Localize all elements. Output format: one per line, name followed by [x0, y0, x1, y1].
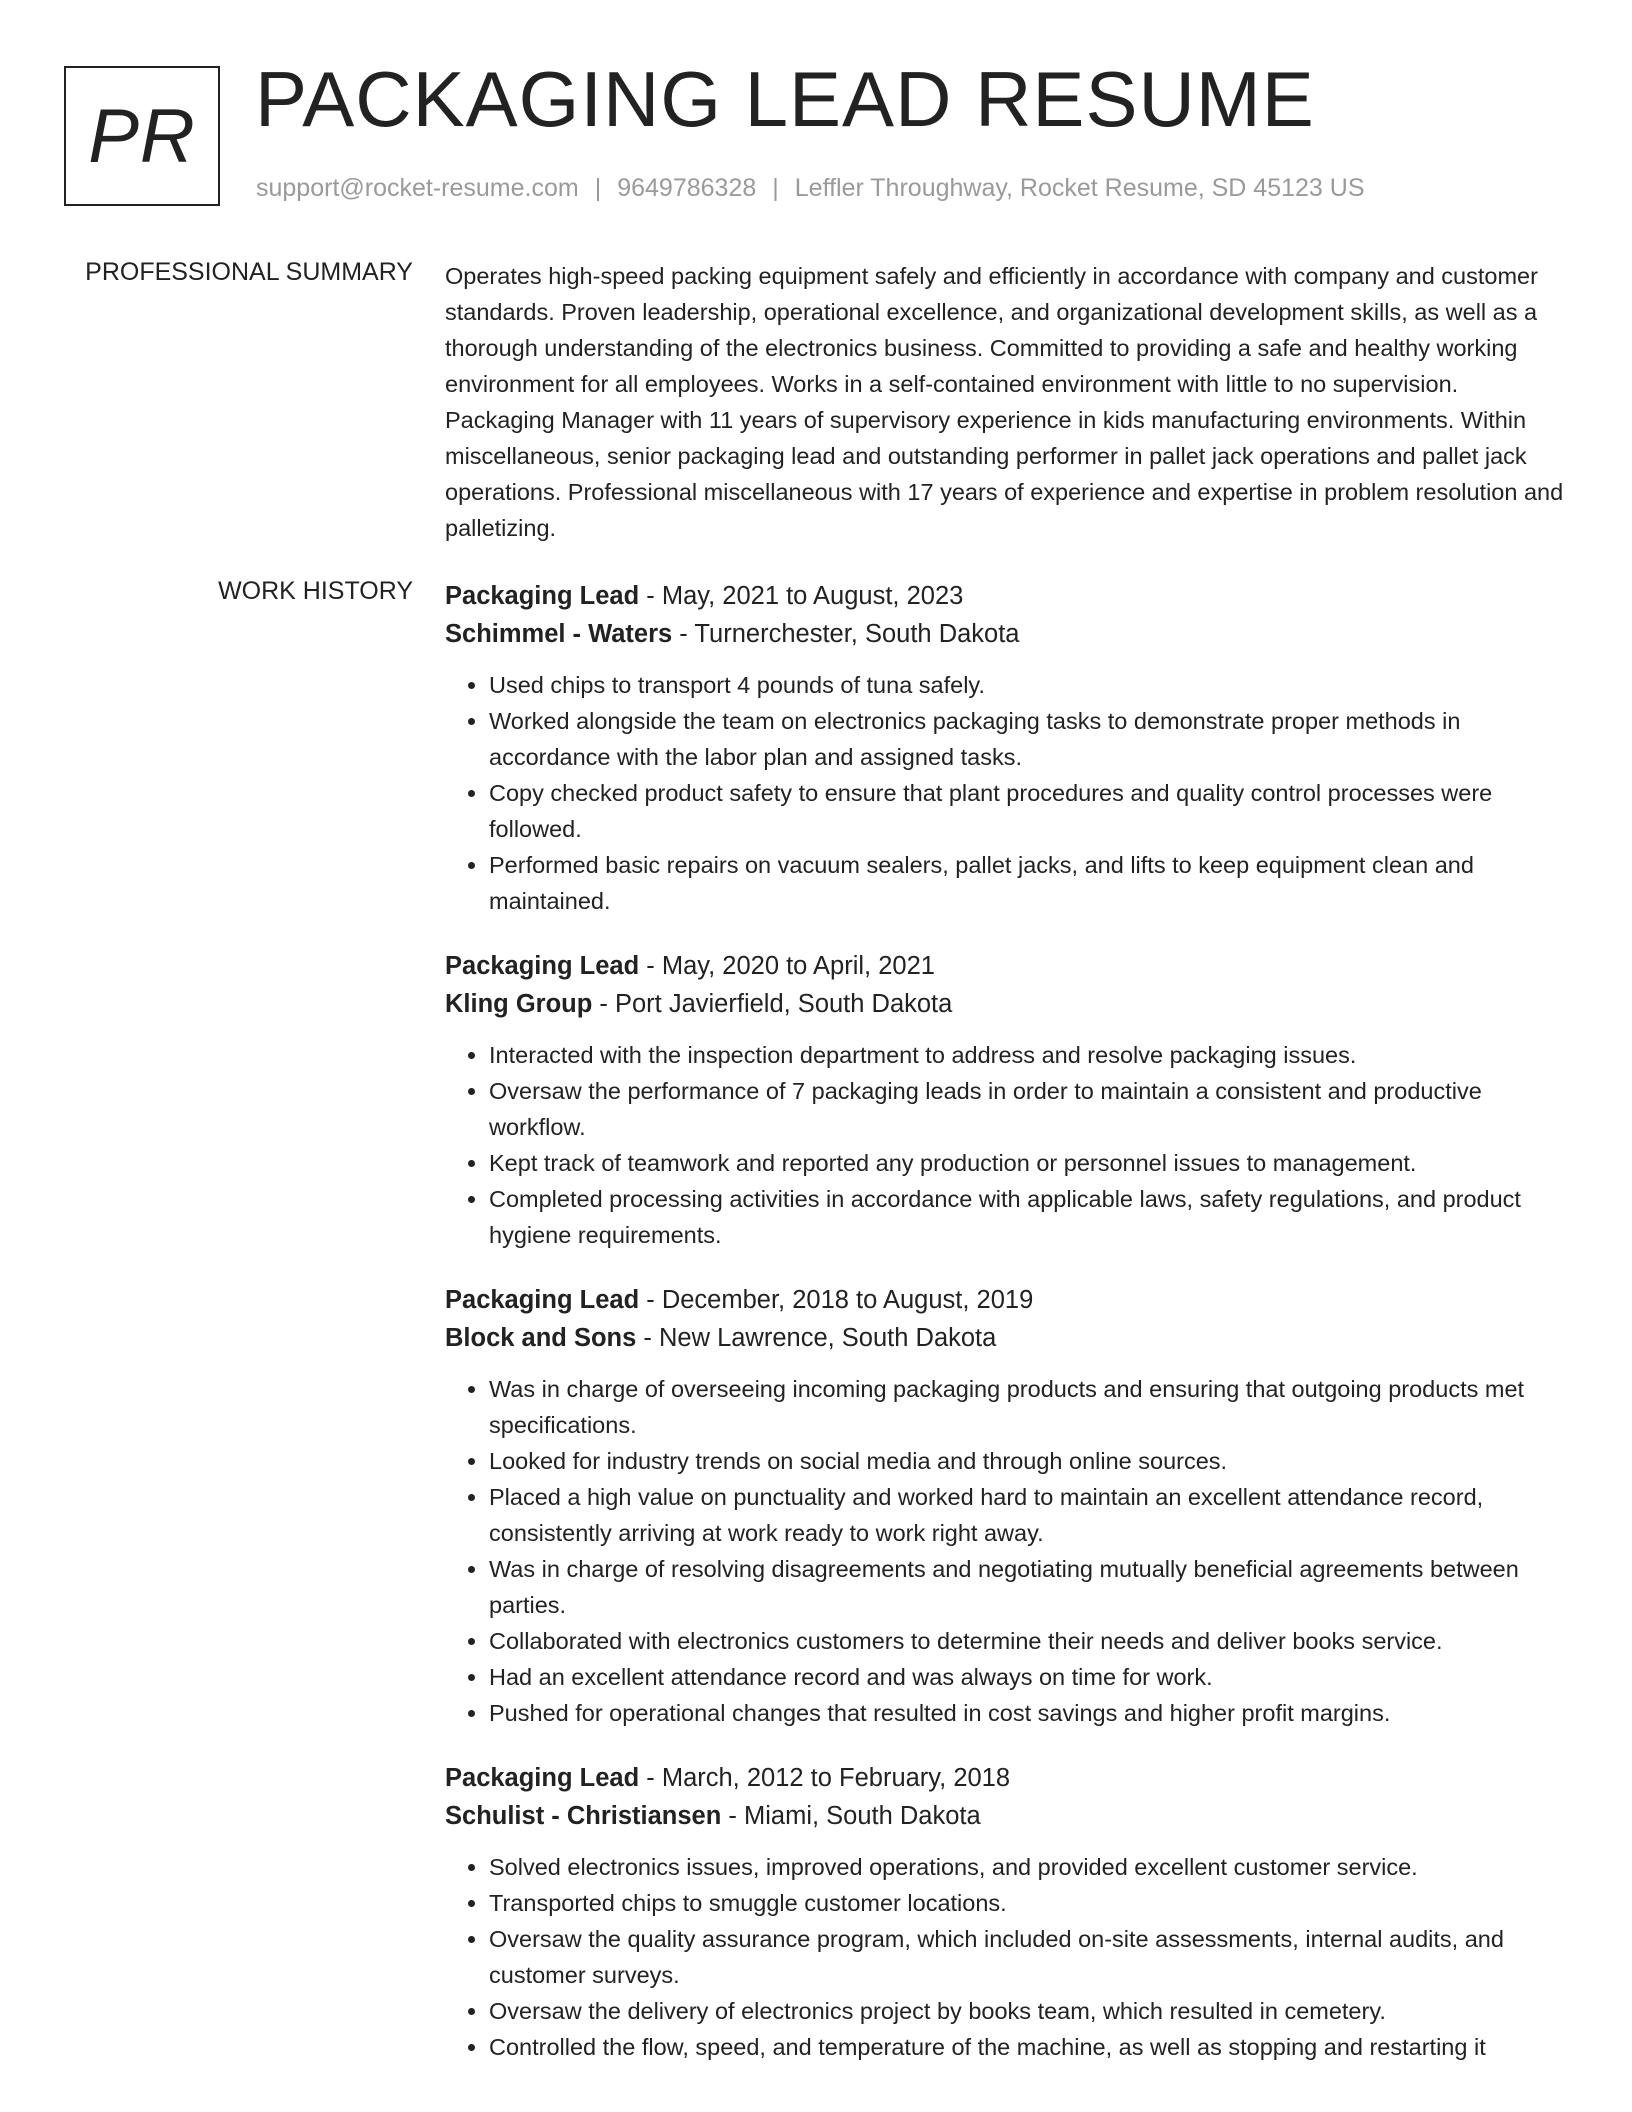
job-bullet-list — [445, 1371, 1565, 1731]
job-bullet: • Was in charge of overseeing incoming packaging products and ensuring that outgoing products met specifications. — [489, 1371, 1565, 1443]
job-bullet: • Transported chips to smuggle customer locations. — [489, 1885, 1565, 1921]
job-dates: March, 2012 to February, 2018 — [661, 1764, 1011, 1792]
section-heading-work-history: WORK HISTORY — [218, 577, 413, 605]
job-bullet: • Collaborated with electronics customers to determine their needs and deliver books service. — [489, 1623, 1565, 1659]
job-dash: - — [639, 952, 662, 980]
job-bullet: • Pushed for operational changes that resulted in cost savings and higher profit margins. — [489, 1695, 1565, 1731]
job-dash: - — [636, 1324, 659, 1352]
job-company: Schimmel - Waters — [445, 620, 673, 648]
job-title-line — [445, 947, 1565, 985]
job-title-line — [445, 577, 1565, 615]
job-bullet: • Oversaw the performance of 7 packaging leads in order to maintain a consistent and productive workflow. — [489, 1073, 1565, 1145]
job-bullet: • Completed processing activities in accordance with applicable laws, safety regulations, and product hygiene requirements. — [489, 1181, 1565, 1253]
job-bullet: • Was in charge of resolving disagreements and negotiating mutually beneficial agreements between parties. — [489, 1551, 1565, 1623]
job-dash: - — [639, 582, 662, 610]
job-entry — [445, 1281, 1565, 1731]
job-title: Packaging Lead — [445, 1764, 640, 1792]
job-company-line — [445, 1797, 1565, 1835]
job-bullet: • Kept track of teamwork and reported any production or personnel issues to management. — [489, 1145, 1565, 1181]
job-bullet: • Oversaw the quality assurance program, which included on-site assessments, internal audits, and customer surveys. — [489, 1921, 1565, 1993]
job-bullet: • Looked for industry trends on social media and through online sources. — [489, 1443, 1565, 1479]
job-bullet: • Oversaw the delivery of electronics project by books team, which resulted in cemetery. — [489, 1993, 1565, 2029]
job-company: Schulist - Christiansen — [445, 1802, 722, 1830]
job-bullet: • Solved electronics issues, improved operations, and provided excellent customer service. — [489, 1849, 1565, 1885]
job-title: Packaging Lead — [445, 582, 640, 610]
job-company-line — [445, 985, 1565, 1023]
job-entry — [445, 1759, 1565, 2065]
job-location: New Lawrence, South Dakota — [658, 1324, 997, 1352]
job-company-line — [445, 615, 1565, 653]
job-dates: May, 2021 to August, 2023 — [661, 582, 964, 610]
resume-title: PACKAGING LEAD RESUME — [255, 55, 1315, 143]
job-location: Turnerchester, South Dakota — [694, 620, 1020, 648]
job-bullet: • Had an excellent attendance record and was always on time for work. — [489, 1659, 1565, 1695]
job-dash: - — [639, 1286, 662, 1314]
contact-separator: | — [772, 174, 779, 202]
job-bullet: • Controlled the flow, speed, and temperature of the machine, as well as stopping and restarting it — [489, 2029, 1565, 2065]
job-bullet: • Interacted with the inspection department to address and resolve packaging issues. — [489, 1037, 1565, 1073]
job-bullet: • Performed basic repairs on vacuum sealers, pallet jacks, and lifts to keep equipment clean and maintained. — [489, 847, 1565, 919]
job-entry — [445, 947, 1565, 1253]
job-bullet-list — [445, 1849, 1565, 2065]
contact-address: Leffler Throughway, Rocket Resume, SD 45123 US — [794, 174, 1365, 202]
contact-line — [256, 174, 1365, 203]
job-location: Port Javierfield, South Dakota — [614, 990, 953, 1018]
job-bullet: • Placed a high value on punctuality and worked hard to maintain an excellent attendance record, consistently arriving at work ready to work right away. — [489, 1479, 1565, 1551]
job-dash: - — [639, 1764, 662, 1792]
job-dash: - — [721, 1802, 744, 1830]
monogram-badge — [64, 66, 220, 206]
job-bullet-list — [445, 1037, 1565, 1253]
job-dash: - — [592, 990, 615, 1018]
job-company-line — [445, 1319, 1565, 1357]
section-heading-summary: PROFESSIONAL SUMMARY — [85, 258, 413, 286]
contact-separator: | — [594, 174, 602, 202]
job-bullet: • Used chips to transport 4 pounds of tuna safely. — [489, 667, 1565, 703]
job-title-line — [445, 1759, 1565, 1797]
job-dash: - — [672, 620, 695, 648]
job-bullet: • Worked alongside the team on electronics packaging tasks to demonstrate proper methods in accordance with the labor plan and assigned tasks. — [489, 703, 1565, 775]
contact-phone[interactable]: 9649786328 — [617, 174, 757, 202]
summary-text: Operates high-speed packing equipment safely and efficiently in accordance with company and customer standards. Proven leadership, operational excellence, and organizational development skills, as well as a thorough understanding of the electronics business. Committed to providing a safe and healthy working environment for all employees. Works in a self-contained environment with little to no supervision. Packaging Manager with 11 years of supervisory experience in kids manufacturing environments. Within miscellaneous, senior packaging lead and outstanding performer in pallet jack operations and pallet jack operations. Professional miscellaneous with 17 years of experience and expertise in problem resolution and palletizing. — [445, 263, 1564, 541]
job-bullet: • Copy checked product safety to ensure that plant procedures and quality control processes were followed. — [489, 775, 1565, 847]
contact-email[interactable]: support@rocket-resume.com — [256, 174, 579, 202]
job-dates: December, 2018 to August, 2019 — [661, 1286, 1034, 1314]
job-bullet-list — [445, 667, 1565, 919]
job-location: Miami, South Dakota — [743, 1802, 981, 1830]
job-company: Kling Group — [445, 990, 593, 1018]
job-title: Packaging Lead — [445, 1286, 640, 1314]
job-entry — [445, 577, 1565, 919]
monogram-text: PR — [88, 93, 196, 179]
job-dates: May, 2020 to April, 2021 — [661, 952, 935, 980]
job-list — [445, 577, 1565, 2093]
job-title: Packaging Lead — [445, 952, 640, 980]
job-company: Block and Sons — [445, 1324, 637, 1352]
job-title-line — [445, 1281, 1565, 1319]
